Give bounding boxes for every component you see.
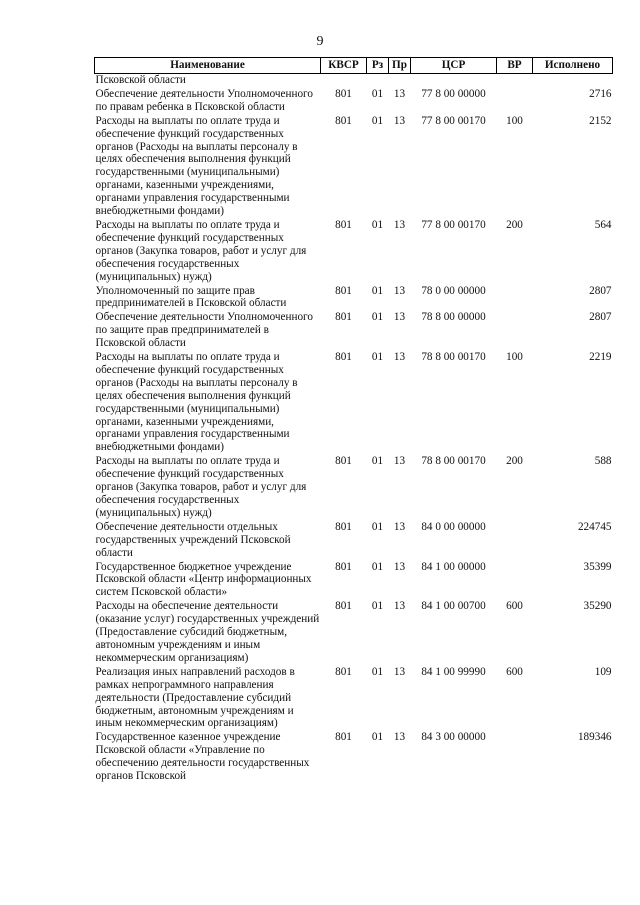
row-done-cell: 564: [594, 218, 612, 231]
row-vr-cell: [497, 88, 533, 115]
row-csr-cell: 77 8 00 00170: [421, 114, 486, 127]
row-pr-cell: 13: [393, 665, 406, 678]
table-row: [95, 219, 613, 285]
row-done-cell: 2807: [589, 284, 612, 297]
row-kvsr-cell: 801: [335, 311, 352, 324]
row-pr-cell: 13: [393, 731, 406, 744]
row-rz-cell: 01: [371, 520, 384, 533]
row-done-cell: 224745: [577, 520, 612, 533]
row-name-cell: Расходы на выплаты по оплате труда и обеспечение функций государственных органов (Закупка товаров, работ и услуг для обеспечения государственных (муниципальных) нужд): [95, 455, 307, 519]
row-pr-cell: 13: [393, 284, 406, 297]
table-row: [95, 115, 613, 219]
row-pr-cell: 13: [393, 311, 406, 324]
row-name-cell: Уполномоченный по защите прав предпринимателей в Псковской области: [95, 284, 287, 310]
table-row: [95, 285, 613, 312]
row-name-cell: Расходы на обеспечение деятельности (оказание услуг) государственных учреждений (Предоставление субсидий бюджетным, автономным учреждениям и иным некоммерческим организациям): [95, 600, 320, 664]
row-csr-cell: 84 1 00 99990: [421, 665, 486, 678]
row-kvsr-cell: 801: [335, 665, 352, 678]
row-kvsr-cell: 801: [335, 351, 352, 364]
header-name: Наименование: [95, 58, 321, 74]
row-done-cell: 189346: [577, 731, 612, 744]
table-row: [95, 521, 613, 561]
row-rz-cell: 01: [371, 284, 384, 297]
row-vr-cell: 100: [506, 114, 523, 127]
row-pr-cell: 13: [393, 87, 406, 100]
row-rz-cell: 01: [371, 218, 384, 231]
row-kvsr-cell: [321, 74, 367, 88]
row-done-cell: 35399: [583, 560, 612, 573]
row-name-cell: Расходы на выплаты по оплате труда и обеспечение функций государственных органов (Закупка товаров, работ и услуг для обеспечения государственных (муниципальных) нужд): [95, 218, 307, 283]
row-csr-cell: 78 8 00 00000: [421, 311, 486, 324]
table-row: [95, 74, 613, 88]
table-row: [95, 666, 613, 732]
row-name-cell: Государственное бюджетное учреждение Псковской области «Центр информационных систем Псковской области»: [95, 560, 312, 599]
row-csr-cell: 78 8 00 00170: [421, 455, 486, 468]
row-vr-cell: [497, 311, 533, 351]
header-pr: Пр: [389, 58, 411, 74]
row-rz-cell: 01: [371, 351, 384, 364]
row-done-cell: 109: [594, 665, 612, 678]
row-vr-cell: 100: [506, 351, 523, 364]
row-csr-cell: 77 8 00 00000: [421, 87, 486, 100]
row-pr-cell: 13: [393, 520, 406, 533]
row-rz-cell: 01: [371, 114, 384, 127]
header-kvsr: КВСР: [321, 58, 367, 74]
row-kvsr-cell: 801: [335, 218, 352, 231]
row-name-cell: Обеспечение деятельности Уполномоченного по защите прав предпринимателей в Псковской области: [95, 311, 313, 350]
row-done-cell: 2219: [589, 351, 612, 364]
row-vr-cell: 600: [506, 665, 523, 678]
row-csr-cell: 84 0 00 00000: [421, 520, 486, 533]
table-body: [95, 74, 613, 784]
row-kvsr-cell: 801: [335, 600, 352, 613]
row-rz-cell: 01: [371, 600, 384, 613]
row-name-cell: Обеспечение деятельности Уполномоченного по правам ребенка в Псковской области: [95, 87, 313, 113]
row-vr-cell: 200: [506, 218, 523, 231]
row-done-cell: 588: [594, 455, 612, 468]
row-rz-cell: 01: [371, 455, 384, 468]
row-kvsr-cell: 801: [335, 114, 352, 127]
row-done-cell: 2807: [589, 311, 612, 324]
row-kvsr-cell: 801: [335, 284, 352, 297]
table-row: [95, 731, 613, 784]
table-row: [95, 351, 613, 455]
row-rz-cell: 01: [371, 665, 384, 678]
row-csr-cell: 84 3 00 00000: [421, 731, 486, 744]
row-vr-cell: [497, 561, 533, 601]
budget-table: [94, 57, 613, 784]
row-kvsr-cell: 801: [335, 87, 352, 100]
table-row: [95, 311, 613, 351]
header-csr: ЦСР: [411, 58, 497, 74]
row-done-cell: 35290: [583, 600, 612, 613]
row-pr-cell: [389, 74, 411, 88]
row-done-cell: 2716: [589, 87, 612, 100]
row-vr-cell: [497, 74, 533, 88]
row-vr-cell: 600: [506, 600, 523, 613]
row-pr-cell: 13: [393, 114, 406, 127]
row-pr-cell: 13: [393, 560, 406, 573]
row-vr-cell: 200: [506, 455, 523, 468]
row-vr-cell: [497, 285, 533, 312]
table-row: [95, 600, 613, 666]
row-pr-cell: 13: [393, 455, 406, 468]
row-kvsr-cell: 801: [335, 560, 352, 573]
page-number: 9: [316, 34, 324, 49]
row-csr-cell: 84 1 00 00000: [421, 560, 486, 573]
row-vr-cell: [497, 521, 533, 561]
table-row: [95, 561, 613, 601]
table-header-row: [95, 58, 613, 74]
row-rz-cell: 01: [371, 560, 384, 573]
row-pr-cell: 13: [393, 600, 406, 613]
row-kvsr-cell: 801: [335, 455, 352, 468]
table-row: [95, 88, 613, 115]
row-pr-cell: 13: [393, 351, 406, 364]
row-rz-cell: 01: [371, 731, 384, 744]
row-name-cell: Реализация иных направлений расходов в рамках непрограммного направления деятельности (Предоставление субсидий бюджетным, автономным учреждениям и иным некоммерческим организациям): [95, 665, 295, 730]
row-done-cell: 2152: [589, 114, 612, 127]
row-rz-cell: 01: [371, 87, 384, 100]
row-kvsr-cell: 801: [335, 731, 352, 744]
header-done: Исполнено: [533, 58, 613, 74]
row-done-cell: [533, 74, 613, 88]
row-kvsr-cell: 801: [335, 520, 352, 533]
row-name-cell: Расходы на выплаты по оплате труда и обеспечение функций государственных органов (Расходы на выплаты персоналу в целях обеспечения выполнения функций государственными (муниципальными) органами, казенными учреждениями, органами управления государственными внебюджетными фондами): [95, 351, 298, 454]
row-csr-cell: 77 8 00 00170: [421, 218, 486, 231]
header-vr: ВР: [497, 58, 533, 74]
row-name-cell: Обеспечение деятельности отдельных государственных учреждений Псковской области: [95, 520, 291, 559]
row-name-cell: Псковской области: [95, 74, 186, 86]
row-name-cell: Государственное казенное учреждение Псковской области «Управление по обеспечению деятельности государственных органов Псковской: [95, 731, 310, 783]
row-csr-cell: 84 1 00 00700: [421, 600, 486, 613]
header-rz: Рз: [367, 58, 389, 74]
row-vr-cell: [497, 731, 533, 784]
row-name-cell: Расходы на выплаты по оплате труда и обеспечение функций государственных органов (Расходы на выплаты персоналу в целях обеспечения выполнения функций государственными (муниципальными) органами, казенными учреждениями, органами управления государственными внебюджетными фондами): [95, 114, 298, 218]
row-csr-cell: 78 8 00 00170: [421, 351, 486, 364]
row-pr-cell: 13: [393, 218, 406, 231]
row-csr-cell: [411, 74, 497, 88]
table-row: [95, 455, 613, 521]
row-rz-cell: 01: [371, 311, 384, 324]
row-csr-cell: 78 0 00 00000: [421, 284, 486, 297]
row-rz-cell: [367, 74, 389, 88]
